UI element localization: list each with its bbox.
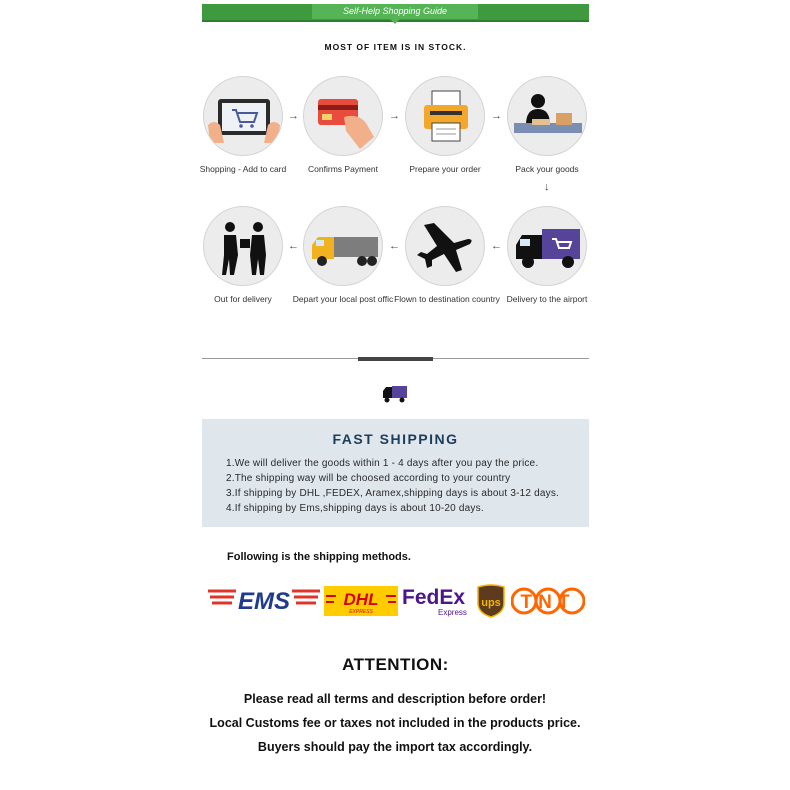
attention-title: ATTENTION:	[342, 655, 449, 674]
fedex-sub-text: Express	[438, 608, 467, 617]
truck-icon	[382, 384, 408, 404]
airplane-icon	[405, 206, 485, 286]
header-title: Self-Help Shopping Guide	[312, 4, 478, 19]
step-caption: Confirms Payment	[308, 164, 378, 174]
step-caption: Delivery to the airport	[506, 294, 588, 304]
shipping-line: 2.The shipping way will be choosed according to your country	[226, 473, 511, 484]
arrow-right-icon: →	[288, 110, 299, 122]
ups-logo	[476, 584, 506, 618]
fast-shipping-title: FAST SHIPPING	[332, 431, 459, 447]
fedex-logo	[402, 584, 474, 618]
tnt-logo	[511, 586, 585, 616]
arrow-right-icon: →	[491, 110, 502, 122]
dhl-sub-text: EXPRESS	[349, 609, 373, 615]
packing-worker-icon	[507, 76, 587, 156]
stock-notice: MOST OF ITEM IS IN STOCK.	[324, 42, 467, 52]
dhl-text: DHL	[343, 590, 379, 609]
arrow-left-icon: ←	[389, 240, 400, 252]
attention-line: Buyers should pay the import tax accordingly.	[257, 740, 533, 754]
ems-text: EMS	[237, 588, 291, 615]
yellow-truck-icon	[303, 206, 383, 286]
arrow-left-icon: ←	[288, 240, 299, 252]
ems-logo	[208, 585, 320, 615]
attention-line: Please read all terms and description before order!	[243, 692, 547, 706]
printer-icon	[405, 76, 485, 156]
arrow-left-icon: ←	[491, 240, 502, 252]
step-caption: Depart your local post offic	[292, 294, 394, 304]
shipping-line: 4.If shipping by Ems,shipping days is about 10-20 days.	[226, 503, 484, 514]
arrow-right-icon: →	[389, 110, 400, 122]
delivery-truck-icon	[507, 206, 587, 286]
step-caption: Out for delivery	[214, 294, 272, 304]
attention-line: Local Customs fee or taxes not included in the products price.	[209, 716, 581, 730]
handover-people-icon	[203, 206, 283, 286]
shipping-line: 3.If shipping by DHL ,FEDEX, Aramex,shipping days is about 3-12 days.	[226, 488, 560, 499]
step-caption: Prepare your order	[409, 164, 481, 174]
shipping-line: 1.We will deliver the goods within 1 - 4 days after you pay the price.	[226, 458, 539, 469]
header-arrow-icon	[388, 17, 402, 24]
dhl-logo	[324, 586, 398, 616]
shipping-methods-heading: Following is the shipping methods.	[227, 551, 411, 563]
step-caption: Shopping - Add to card	[199, 164, 287, 174]
arrow-down-icon: ↓	[544, 181, 550, 193]
tnt-text: TNT	[520, 592, 576, 613]
credit-card-icon	[303, 76, 383, 156]
fedex-text: FedEx	[402, 586, 466, 609]
divider-accent	[358, 357, 433, 361]
ups-text: ups	[481, 597, 501, 609]
step-caption: Flown to destination country	[394, 294, 500, 304]
tablet-cart-icon	[203, 76, 283, 156]
step-caption: Pack your goods	[515, 164, 579, 174]
